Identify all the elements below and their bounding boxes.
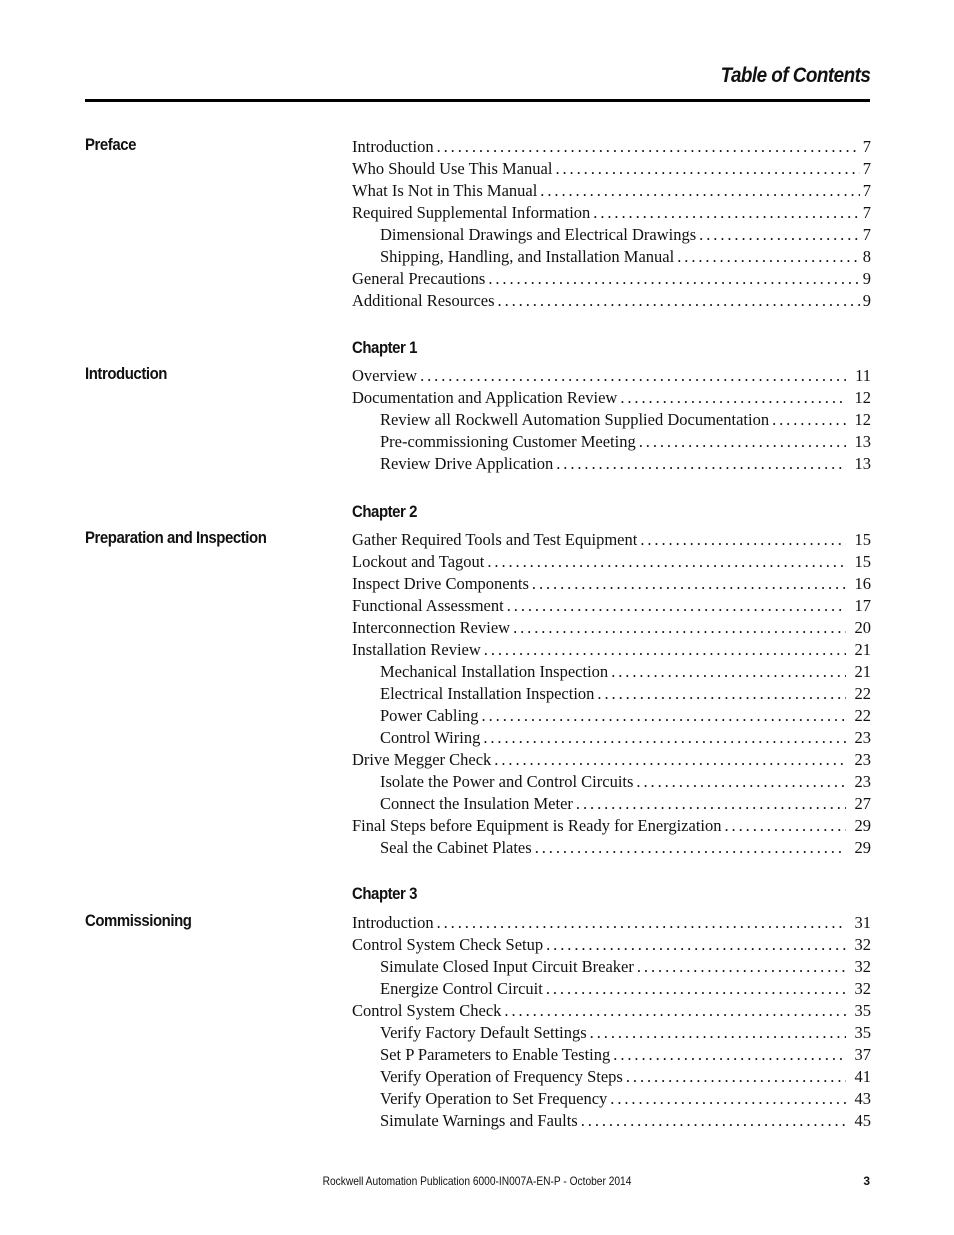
toc-entry[interactable] [352,1110,871,1132]
dot-leader [699,224,860,246]
toc-entry-page: 12 [854,410,871,429]
dot-leader [546,978,846,1000]
toc-entry-page: 29 [854,816,871,835]
dot-leader [482,705,846,727]
toc-entry-title: Drive Megger Check [352,750,492,769]
toc-entry-page: 32 [854,979,871,998]
toc-entry-title: Introduction [352,913,434,932]
toc-entry[interactable] [352,365,871,387]
toc-entry-page: 15 [854,552,871,571]
toc-entry-page: 20 [854,618,871,637]
toc-entry-list [352,912,871,1132]
page-title: Table of Contents [720,64,870,87]
dot-leader [504,1000,846,1022]
toc-entry[interactable] [352,771,871,793]
toc-entry-page: 12 [854,388,871,407]
dot-leader [498,290,860,312]
dot-leader [488,268,859,290]
toc-entry-title: Required Supplemental Information [352,203,591,222]
toc-entry-title: Set P Parameters to Enable Testing [380,1045,611,1064]
dot-leader [556,453,846,475]
dot-leader [677,246,860,268]
section-label: Commissioning [85,911,192,930]
toc-entry-title: Verify Operation to Set Frequency [380,1089,608,1108]
toc-entry[interactable] [352,158,871,180]
toc-entry-title: Functional Assessment [352,596,504,615]
section-label: Introduction [85,364,167,383]
dot-leader [487,551,846,573]
toc-entry-page: 23 [854,728,871,747]
toc-entry-list [352,365,871,475]
toc-entry[interactable] [352,727,871,749]
dot-leader [620,387,846,409]
toc-entry-title: Overview [352,366,418,385]
toc-entry-page: 32 [854,935,871,954]
toc-entry-page: 23 [854,772,871,791]
dot-leader [636,771,846,793]
toc-entry-page: 17 [854,596,871,615]
toc-entry[interactable] [352,956,871,978]
toc-entry-title: Energize Control Circuit [380,979,543,998]
toc-entry-list [352,529,871,859]
toc-entry-page: 7 [862,137,871,156]
toc-entry-page: 21 [854,662,871,681]
toc-entry-page: 43 [854,1089,871,1108]
toc-entry-title: Power Cabling [380,706,479,725]
toc-entry-title: Control Wiring [380,728,481,747]
toc-entry-page: 7 [862,203,871,222]
dot-leader [613,1044,846,1066]
toc-entry[interactable] [352,815,871,837]
toc-entry-title: Who Should Use This Manual [352,159,553,178]
section-label: Preparation and Inspection [85,528,267,547]
toc-entry[interactable] [352,595,871,617]
toc-entry-title: Electrical Installation Inspection [380,684,595,703]
toc-entry-page: 13 [854,432,871,451]
toc-entry-title: Final Steps before Equipment is Ready for Energization [352,816,722,835]
toc-entry[interactable] [352,749,871,771]
toc-entry[interactable] [352,202,871,224]
dot-leader [546,934,846,956]
toc-entry[interactable] [352,617,871,639]
toc-entry[interactable] [352,268,871,290]
footer-publication: Rockwell Automation Publication 6000-IN007A-EN-P - October 2014 [322,1174,632,1188]
toc-entry[interactable] [352,683,871,705]
toc-entry-page: 11 [855,366,871,385]
toc-entry[interactable] [352,978,871,1000]
dot-leader [637,956,846,978]
toc-entry-title: Shipping, Handling, and Installation Manual [380,247,675,266]
toc-entry-title: Seal the Cabinet Plates [380,838,532,857]
toc-entry-title: Pre-commissioning Customer Meeting [380,432,636,451]
toc-entry-page: 13 [854,454,871,473]
toc-entry-title: Additional Resources [352,291,495,310]
toc-entry[interactable] [352,934,871,956]
toc-entry[interactable] [352,136,871,158]
toc-entry-title: Dimensional Drawings and Electrical Drawings [380,225,697,244]
toc-entry-page: 22 [854,684,871,703]
toc-entry[interactable] [352,387,871,409]
toc-entry-page: 8 [862,247,871,266]
toc-entry-page: 45 [854,1111,871,1130]
toc-entry-title: Introduction [352,137,434,156]
toc-entry-title: Control System Check Setup [352,935,544,954]
toc-entry-page: 9 [862,269,871,288]
dot-leader [555,158,859,180]
toc-entry-title: Review all Rockwell Automation Supplied Documentation [380,410,770,429]
toc-entry-page: 31 [854,913,871,932]
toc-entry-page: 7 [862,225,871,244]
toc-entry[interactable] [352,1044,871,1066]
dot-leader [593,202,859,224]
header-rule [85,99,870,102]
dot-leader [484,639,846,661]
toc-entry-title: Verify Operation of Frequency Steps [380,1067,623,1086]
toc-entry-page: 41 [854,1067,871,1086]
toc-entry-title: Control System Check [352,1001,502,1020]
toc-entry-title: Simulate Closed Input Circuit Breaker [380,957,634,976]
toc-entry-page: 35 [854,1023,871,1042]
toc-entry[interactable] [352,837,871,859]
toc-entry-title: What Is Not in This Manual [352,181,538,200]
toc-entry-title: General Precautions [352,269,486,288]
dot-leader [640,529,846,551]
chapter-heading: Chapter 1 [352,338,418,357]
toc-entry-page: 21 [854,640,871,659]
toc-entry[interactable] [352,1000,871,1022]
toc-entry[interactable] [352,705,871,727]
dot-leader [437,912,846,934]
toc-entry[interactable] [352,639,871,661]
toc-entry-title: Review Drive Application [380,454,554,473]
toc-entry[interactable] [352,793,871,815]
dot-leader [535,837,846,859]
dot-leader [507,595,846,617]
toc-entry-page: 22 [854,706,871,725]
toc-entry-list [352,136,871,312]
toc-entry[interactable] [352,246,871,268]
toc-entry-page: 16 [854,574,871,593]
dot-leader [494,749,846,771]
toc-entry[interactable] [352,912,871,934]
toc-entry-title: Isolate the Power and Control Circuits [380,772,634,791]
footer-page-number: 3 [863,1174,870,1188]
toc-entry-title: Gather Required Tools and Test Equipment [352,530,638,549]
toc-entry-page: 23 [854,750,871,769]
dot-leader [540,180,859,202]
dot-leader [610,1088,846,1110]
section-label: Preface [85,135,136,154]
toc-entry[interactable] [352,409,871,431]
toc-entry-page: 15 [854,530,871,549]
toc-entry-title: Verify Factory Default Settings [380,1023,587,1042]
dot-leader [725,815,847,837]
dot-leader [597,683,846,705]
toc-entry-page: 9 [862,291,871,310]
toc-entry-title: Simulate Warnings and Faults [380,1111,578,1130]
toc-entry-page: 27 [854,794,871,813]
toc-entry[interactable] [352,529,871,551]
dot-leader [639,431,846,453]
toc-entry[interactable] [352,573,871,595]
dot-leader [513,617,846,639]
dot-leader [626,1066,846,1088]
toc-entry[interactable] [352,1066,871,1088]
toc-entry-page: 35 [854,1001,871,1020]
dot-leader [581,1110,846,1132]
toc-entry-title: Lockout and Tagout [352,552,485,571]
toc-entry-title: Inspect Drive Components [352,574,529,593]
toc-entry-title: Installation Review [352,640,481,659]
toc-entry-title: Documentation and Application Review [352,388,618,407]
dot-leader [483,727,846,749]
dot-leader [420,365,846,387]
toc-entry-page: 37 [854,1045,871,1064]
toc-entry-title: Connect the Insulation Meter [380,794,573,813]
toc-entry[interactable] [352,1088,871,1110]
chapter-heading: Chapter 3 [352,884,418,903]
toc-entry-title: Mechanical Installation Inspection [380,662,609,681]
toc-entry[interactable] [352,661,871,683]
toc-entry-page: 29 [854,838,871,857]
dot-leader [772,409,846,431]
toc-entry-title: Interconnection Review [352,618,511,637]
dot-leader [576,793,846,815]
toc-entry[interactable] [352,453,871,475]
dot-leader [590,1022,846,1044]
toc-entry-page: 32 [854,957,871,976]
dot-leader [532,573,846,595]
toc-entry-page: 7 [862,181,871,200]
chapter-heading: Chapter 2 [352,502,418,521]
toc-entry[interactable] [352,180,871,202]
toc-entry[interactable] [352,224,871,246]
toc-entry[interactable] [352,431,871,453]
toc-entry[interactable] [352,551,871,573]
toc-entry[interactable] [352,1022,871,1044]
toc-entry[interactable] [352,290,871,312]
dot-leader [437,136,860,158]
dot-leader [611,661,846,683]
toc-entry-page: 7 [862,159,871,178]
